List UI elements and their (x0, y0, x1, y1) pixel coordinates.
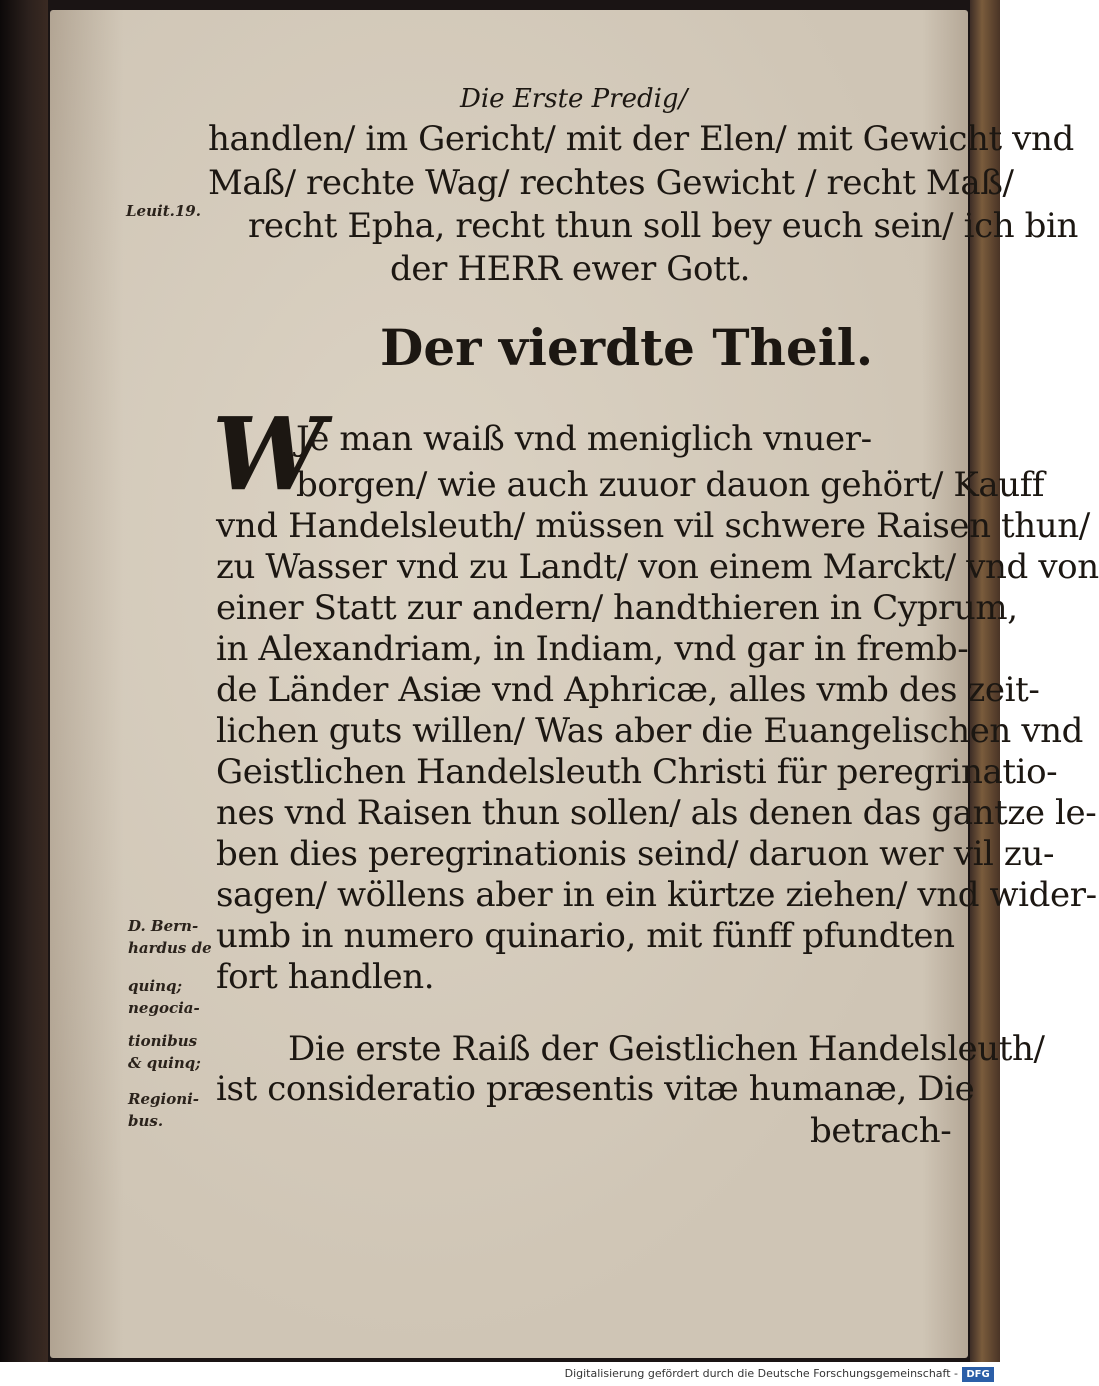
margin-note-bernhard-7: Regioni- (128, 1090, 200, 1108)
text-line: recht Epha, recht thun soll bey euch sein/ ich bin (248, 206, 1079, 246)
text-line: zu Wasser vnd zu Landt/ von einem Marckt/ vnd von (216, 547, 1099, 587)
text-line: ist consideratio præsentis vitæ humanæ, Die (216, 1069, 975, 1109)
margin-note-bernhard-1: D. Bern- (128, 917, 199, 935)
dfg-logo: DFG (962, 1367, 994, 1382)
text-line: in Alexandriam, in Indiam, vnd gar in fremb- (216, 629, 969, 669)
text-line: Geistlichen Handelsleuth Christi für peregrinatio- (216, 752, 1058, 792)
text-line: umb in numero quinario, mit fünff pfundten (216, 916, 955, 956)
section-heading: Der vierdte Theil. (380, 318, 874, 377)
text-line: de Länder Asiæ vnd Aphricæ, alles vmb des zeit- (216, 670, 1040, 710)
text-line: fort handlen. (216, 957, 435, 997)
running-head: Die Erste Predig/ (460, 84, 688, 114)
margin-note-bernhard-6: & quinq; (128, 1054, 201, 1072)
margin-note-bernhard-5: tionibus (128, 1032, 198, 1050)
text-line: vnd Handelsleuth/ müssen vil schwere Raisen thun/ (216, 506, 1090, 546)
book-binding-left (0, 0, 48, 1362)
decorated-initial: W (212, 395, 325, 513)
text-line: Die erste Raiß der Geistlichen Handelsleuth/ (288, 1029, 1045, 1069)
funding-notice: Digitalisierung gefördert durch die Deutsche Forschungsgemeinschaft - (564, 1367, 958, 1380)
margin-note-leviticus: Leuit.19. (126, 202, 201, 220)
text-line: handlen/ im Gericht/ mit der Elen/ mit Gewicht vnd (208, 119, 1074, 159)
text-line: einer Statt zur andern/ handthieren in Cyprum, (216, 588, 1018, 628)
text-line: Je man waiß vnd meniglich vnuer- (296, 419, 872, 459)
margin-note-bernhard-4: negocia- (128, 999, 200, 1017)
text-line: lichen guts willen/ Was aber die Euangelischen vnd (216, 711, 1084, 751)
text-line: sagen/ wöllens aber in ein kürtze ziehen/ vnd wider- (216, 875, 1097, 915)
text-line: nes vnd Raisen thun sollen/ als denen das gantze le- (216, 793, 1097, 833)
text-line: Maß/ rechte Wag/ rechtes Gewicht / recht Maß/ (208, 163, 1014, 203)
text-line: der HERR ewer Gott. (390, 249, 750, 289)
margin-note-bernhard-3: quinq; (128, 977, 183, 995)
text-line: ben dies peregrinationis seind/ daruon wer vil zu- (216, 834, 1055, 874)
margin-note-bernhard-8: bus. (128, 1112, 164, 1130)
text-line: borgen/ wie auch zuuor dauon gehört/ Kauff (296, 465, 1045, 505)
catchword: betrach- (810, 1111, 952, 1151)
footer-bar (0, 1364, 1000, 1386)
margin-note-bernhard-2: hardus de (128, 939, 212, 957)
